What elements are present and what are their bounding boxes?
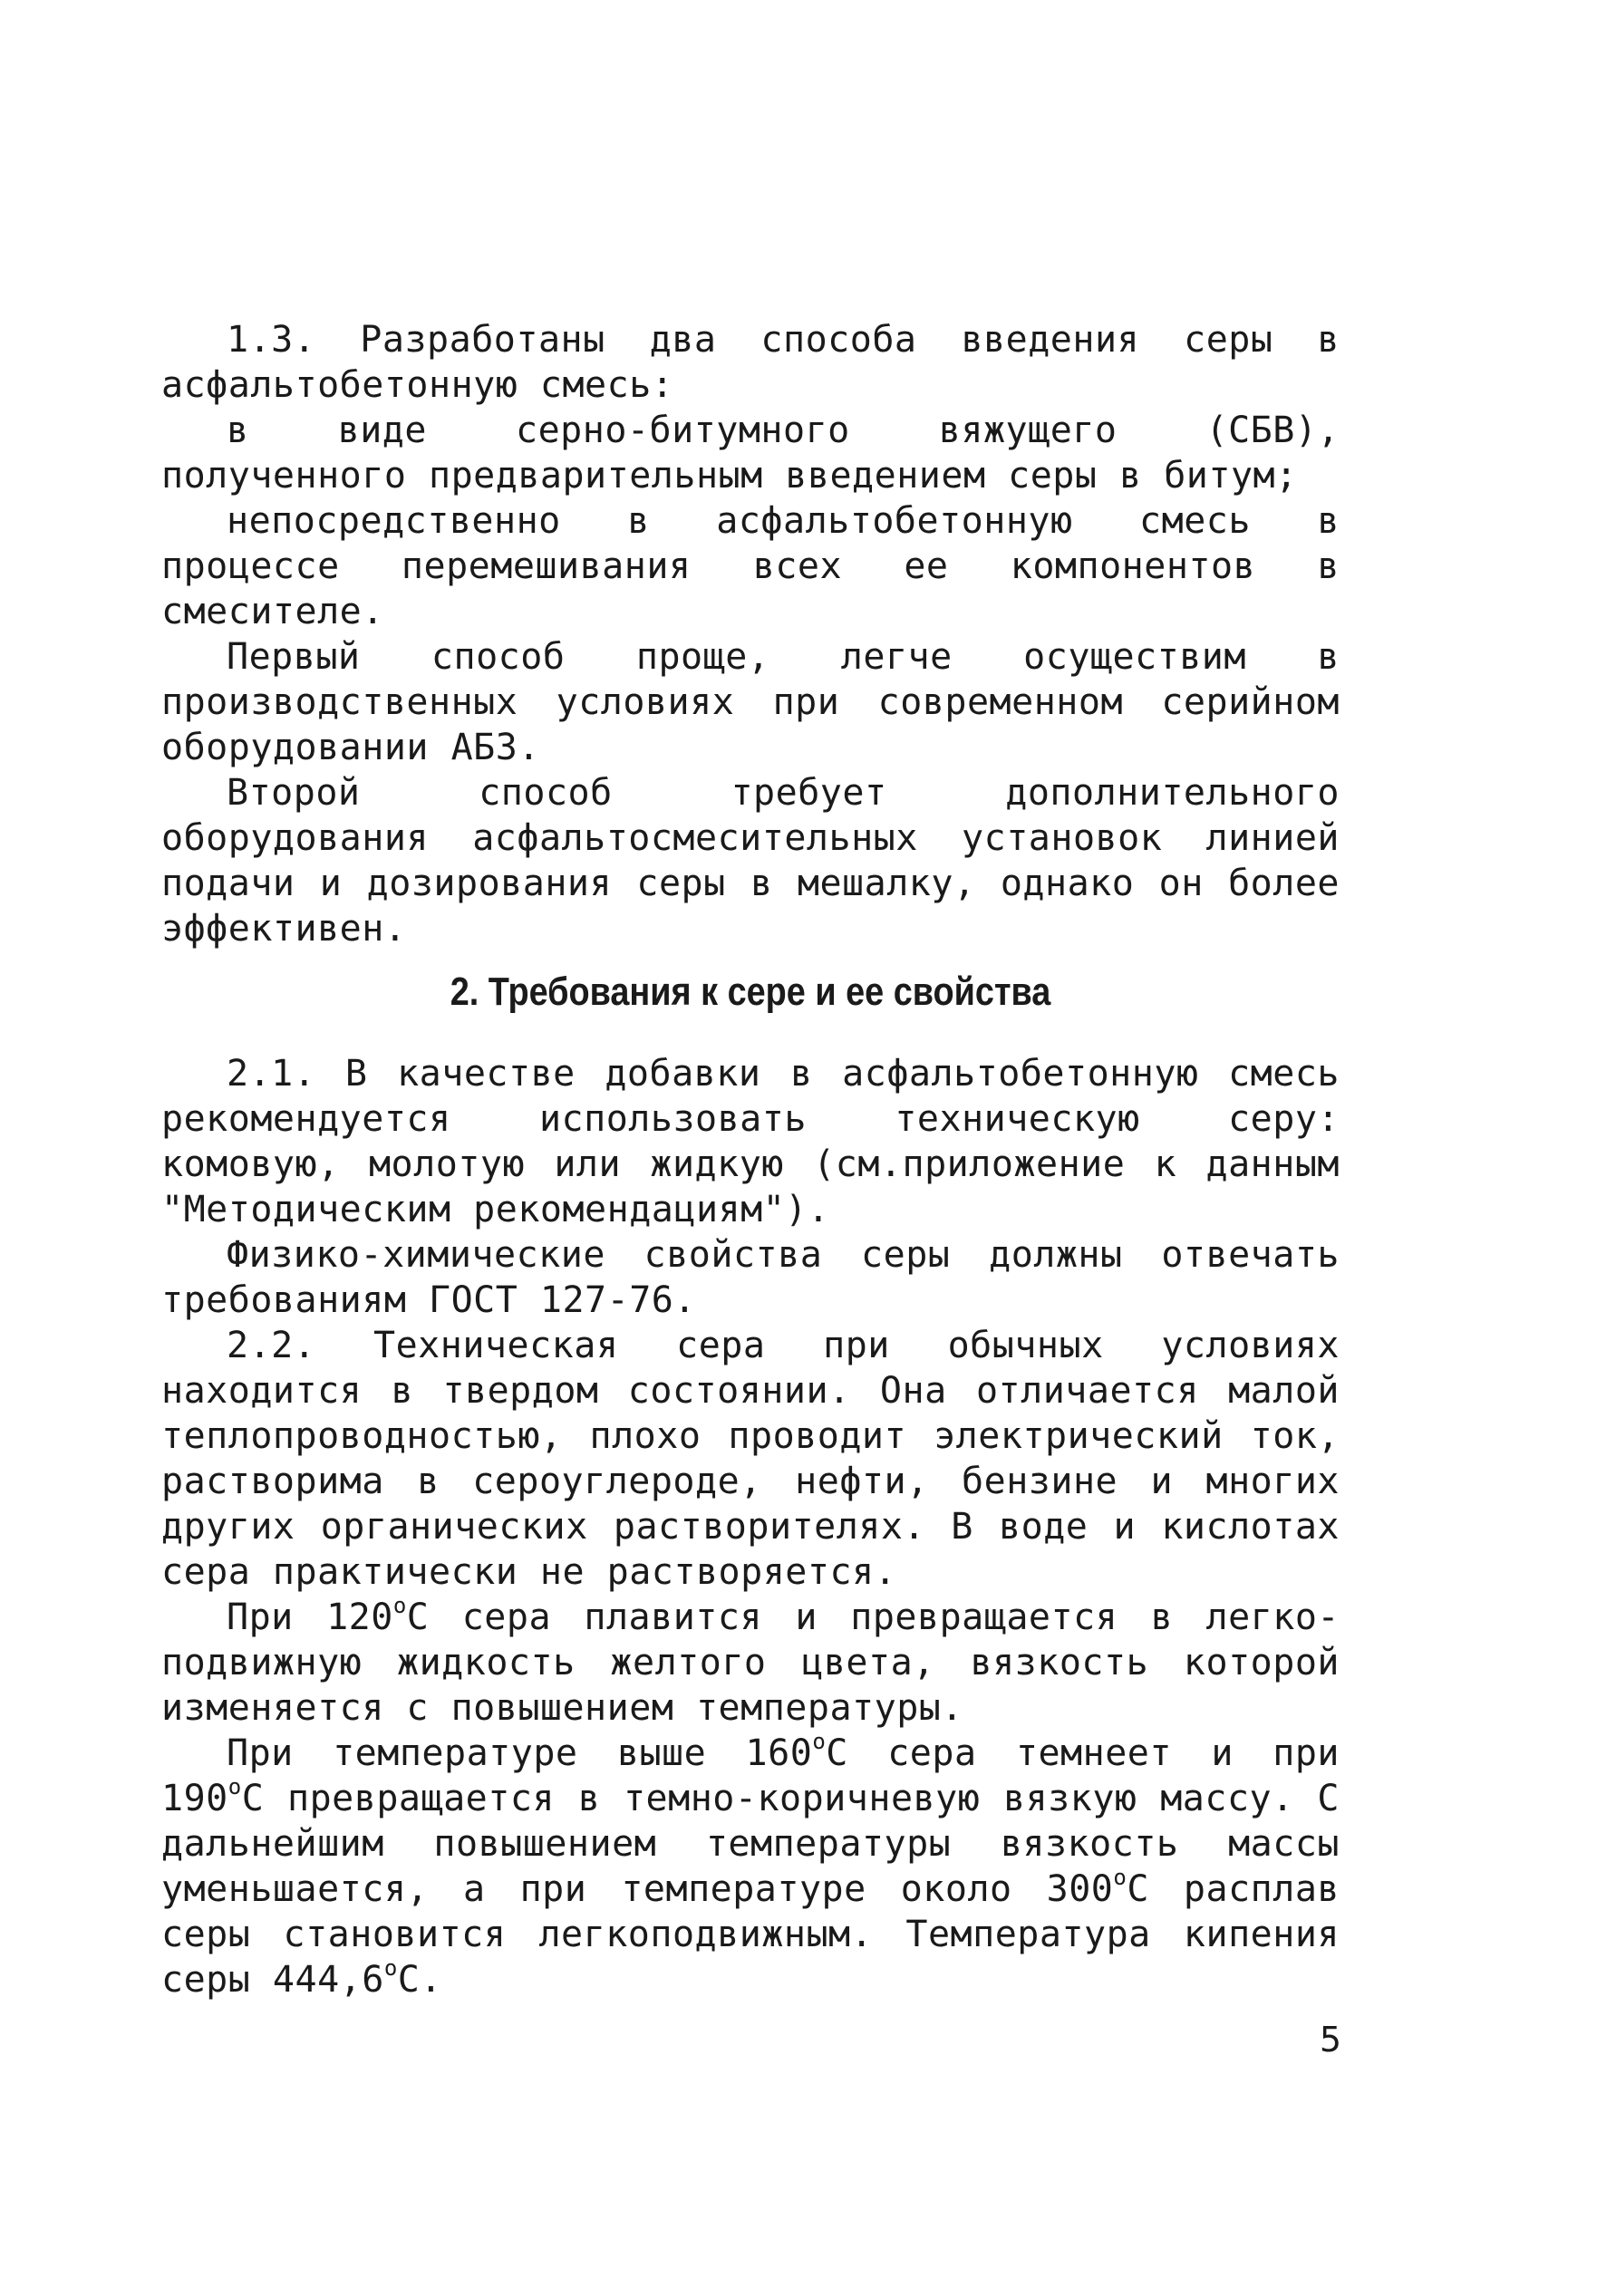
page-number: 5 bbox=[1319, 2020, 1341, 2060]
paragraph-gost: Физико-химические свойства серы должны отвечать требованиям ГОСТ 127-76. bbox=[161, 1234, 1340, 1321]
paragraph-first-method: Первый способ проще, легче осуществим в производственных условиях при современном серийном оборудовании АБЗ. bbox=[161, 636, 1340, 768]
degree-sign: о bbox=[812, 1728, 827, 1754]
degree-sign: о bbox=[1113, 1864, 1127, 1890]
section-2-text bbox=[161, 1051, 1340, 2002]
heat-text-2: С сера темнеет и при 190 bbox=[161, 1732, 1340, 1819]
degree-sign: о bbox=[383, 1954, 398, 1981]
paragraph-2-1: 2.1. В качестве добавки в асфальтобетонную смесь рекомендуется использовать техническую серу: комовую, молотую или жидкую (см.приложение к данным "Методическим рекомендациям"). bbox=[161, 1053, 1340, 1230]
heat-text-4: С расплав серы становится легкоподвижным. Температура кипения серы 444,6 bbox=[161, 1868, 1340, 2001]
paragraph-method-b: непосредственно в асфальтобетонную смесь в процессе перемешивания всех ее компонентов в смесителе. bbox=[161, 500, 1340, 632]
heat-text-1: При температуре выше 160 bbox=[227, 1732, 813, 1774]
heat-text-3: С превращается в темно-коричневую вязкую массу. С дальнейшим повышением температуры вязкость массы уменьшается, а при температуре около 300 bbox=[161, 1778, 1340, 1910]
paragraph-1-3: 1.3. Разработаны два способа введения серы в асфальтобетонную смесь: bbox=[161, 319, 1340, 406]
paragraph-melting bbox=[161, 1592, 1340, 1731]
melt-text-before: При 120 bbox=[227, 1597, 393, 1638]
heat-text-5: С. bbox=[397, 1959, 442, 2001]
section-2-heading: 2. Требования к сере и ее свойства bbox=[450, 970, 1051, 1014]
degree-sign: о bbox=[227, 1773, 242, 1799]
melt-text-after: С сера плавится и превращается в легко-подвижную жидкость желтого цвета, вязкость которой изменяется с повышением температуры. bbox=[161, 1597, 1340, 1729]
paragraph-2-2: 2.2. Техническая сера при обычных условиях находится в твердом состоянии. Она отличается малой теплопроводностью, плохо проводит электрический ток, растворима в сероуглероде, нефти, бензине и многих других органических растворителях. В воде и кислотах сера практически не растворяется. bbox=[161, 1325, 1340, 1593]
degree-sign: о bbox=[392, 1592, 407, 1618]
paragraph-method-a: в виде серно-битумного вяжущего (СБВ), полученного предварительным введением серы в битум; bbox=[161, 410, 1340, 497]
paragraph-second-method: Второй способ требует дополнительного оборудования асфальтосмесительных установок линией подачи и дозирования серы в мешалку, однако он более эффективен. bbox=[161, 772, 1340, 950]
paragraph-heating bbox=[161, 1728, 1340, 2002]
section-1-text bbox=[161, 317, 1340, 951]
